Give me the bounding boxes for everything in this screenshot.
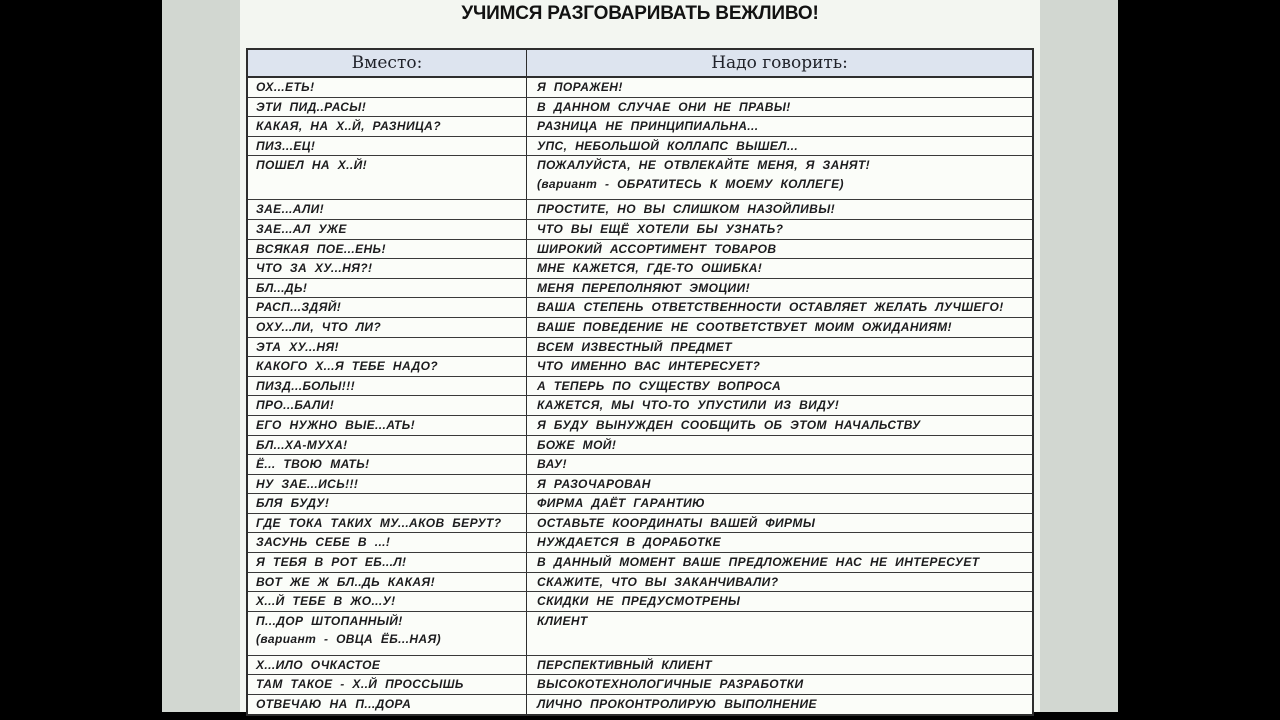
instead-cell — [248, 416, 527, 435]
table-row — [248, 278, 1032, 298]
instead-cell — [248, 338, 527, 357]
table-row — [248, 239, 1032, 259]
cell-text: ЗАСУНЬ СЕБЕ В ...! — [256, 535, 391, 550]
instead-cell — [248, 612, 527, 655]
table-row — [248, 694, 1032, 714]
cell-text: СКАЖИТЕ, ЧТО ВЫ ЗАКАНЧИВАЛИ? — [537, 574, 779, 589]
table-row — [248, 415, 1032, 435]
say-cell — [527, 156, 1032, 199]
instead-cell — [248, 533, 527, 552]
instead-cell — [248, 475, 527, 494]
cell-text: ПИЗ...ЕЦ! — [256, 138, 316, 153]
cell-text: ЗАЕ...АЛ УЖЕ — [256, 221, 347, 236]
cell-text: Я БУДУ ВЫНУЖДЕН СООБЩИТЬ ОБ ЭТОМ НАЧАЛЬСТВУ — [537, 417, 921, 432]
cell-text: МНЕ КАЖЕТСЯ, ГДЕ-ТО ОШИБКА! — [537, 261, 763, 276]
cell-text: КАКАЯ, НА Х..Й, РАЗНИЦА? — [256, 119, 441, 134]
instead-cell — [248, 573, 527, 592]
cell-text: В ДАННЫЙ МОМЕНТ ВАШЕ ПРЕДЛОЖЕНИЕ НАС НЕ ИНТЕРЕСУЕТ — [537, 555, 980, 570]
table-row — [248, 454, 1032, 474]
say-cell — [527, 533, 1032, 552]
document-page — [240, 0, 1040, 712]
table-row — [248, 591, 1032, 611]
cell-text: МЕНЯ ПЕРЕПОЛНЯЮТ ЭМОЦИИ! — [537, 280, 750, 295]
say-cell — [527, 695, 1032, 714]
cell-text: ЗАЕ...АЛИ! — [256, 202, 325, 217]
cell-text: КЛИЕНТ — [537, 613, 588, 628]
table-row — [248, 532, 1032, 552]
cell-text: ВЫСОКОТЕХНОЛОГИЧНЫЕ РАЗРАБОТКИ — [537, 677, 804, 692]
cell-text: СКИДКИ НЕ ПРЕДУСМОТРЕНЫ — [537, 594, 741, 609]
table-row — [248, 395, 1032, 415]
table-row — [248, 474, 1032, 494]
instead-cell — [248, 494, 527, 513]
cell-text: ВАША СТЕПЕНЬ ОТВЕТСТВЕННОСТИ ОСТАВЛЯЕТ ЖЕЛАТЬ ЛУЧШЕГО! — [537, 300, 1004, 315]
instead-cell — [248, 318, 527, 337]
table-row — [248, 572, 1032, 592]
cell-text: ШИРОКИЙ АССОРТИМЕНТ ТОВАРОВ — [537, 241, 777, 256]
table-row — [248, 199, 1032, 219]
say-cell — [527, 200, 1032, 219]
cell-text: ЧТО ИМЕННО ВАС ИНТЕРЕСУЕТ? — [537, 359, 761, 374]
instead-cell — [248, 377, 527, 396]
say-cell — [527, 612, 1032, 655]
cell-text: ОТВЕЧАЮ НА П...ДОРА — [256, 697, 412, 712]
say-cell — [527, 259, 1032, 278]
cell-text: БЛ...ДЬ! — [256, 280, 308, 295]
cell-text: НУЖДАЕТСЯ В ДОРАБОТКЕ — [537, 535, 722, 550]
cell-text: В ДАННОМ СЛУЧАЕ ОНИ НЕ ПРАВЫ! — [537, 99, 791, 114]
cell-text: (вариант - ОБРАТИТЕСЬ К МОЕМУ КОЛЛЕГЕ) — [537, 176, 844, 191]
instead-cell — [248, 357, 527, 376]
say-cell — [527, 514, 1032, 533]
table-row — [248, 611, 1032, 655]
say-cell — [527, 592, 1032, 611]
instead-cell — [248, 436, 527, 455]
cell-text: БЛЯ БУДУ! — [256, 496, 330, 511]
cell-text: Я ПОРАЖЕН! — [537, 80, 623, 94]
table-row — [248, 337, 1032, 357]
instead-cell — [248, 695, 527, 714]
table-row — [248, 513, 1032, 533]
table-row — [248, 97, 1032, 117]
cell-text: ФИРМА ДАЁТ ГАРАНТИЮ — [537, 496, 706, 511]
instead-cell — [248, 279, 527, 298]
column-header-say: Надо говорить: — [711, 53, 848, 73]
instead-cell — [248, 396, 527, 415]
say-cell — [527, 357, 1032, 376]
cell-text: ЛИЧНО ПРОКОНТРОЛИРУЮ ВЫПОЛНЕНИЕ — [537, 697, 817, 712]
phrase-table — [246, 48, 1034, 716]
cell-text: ПЕРСПЕКТИВНЫЙ КЛИЕНТ — [537, 657, 712, 672]
cell-text: ВСЯКАЯ ПОЕ...ЕНЬ! — [256, 241, 386, 256]
cell-text: БОЖЕ МОЙ! — [537, 437, 617, 452]
say-cell — [527, 137, 1032, 156]
cell-text: Я ТЕБЯ В РОТ ЕБ...Л! — [256, 555, 407, 570]
cell-text: НУ ЗАЕ...ИСЬ!!! — [256, 476, 359, 491]
cell-text: КАКОГО Х...Я ТЕБЕ НАДО? — [256, 359, 439, 374]
table-row — [248, 78, 1032, 97]
table-row — [248, 435, 1032, 455]
table-header-row — [248, 50, 1032, 78]
cell-text: ЭТИ ПИД..РАСЫ! — [256, 99, 367, 114]
instead-cell — [248, 656, 527, 675]
cell-text: ГДЕ ТОКА ТАКИХ МУ...АКОВ БЕРУТ? — [256, 515, 502, 530]
cell-text: ЕГО НУЖНО ВЫЕ...АТЬ! — [256, 417, 416, 432]
say-cell — [527, 396, 1032, 415]
say-cell — [527, 338, 1032, 357]
cell-text: ОХ...ЕТЬ! — [256, 80, 315, 94]
instead-cell — [248, 137, 527, 156]
say-cell — [527, 298, 1032, 317]
table-row — [248, 297, 1032, 317]
cell-text: КАЖЕТСЯ, МЫ ЧТО-ТО УПУСТИЛИ ИЗ ВИДУ! — [537, 398, 840, 413]
cell-text: ВОТ ЖЕ Ж БЛ..ДЬ КАКАЯ! — [256, 574, 435, 589]
cell-text: ПОШЕЛ НА Х..Й! — [256, 158, 368, 173]
cell-text: Ё... ТВОЮ МАТЬ! — [256, 457, 370, 472]
left-gray-strip — [162, 0, 240, 712]
instead-cell — [248, 156, 527, 199]
cell-text: П...ДОР ШТОПАННЫЙ! — [256, 613, 403, 628]
cell-text: ВАШЕ ПОВЕДЕНИЕ НЕ СООТВЕТСТВУЕТ МОИМ ОЖИДАНИЯМ! — [537, 319, 952, 334]
cell-text: РАЗНИЦА НЕ ПРИНЦИПИАЛЬНА... — [537, 119, 759, 134]
column-header-instead: Вместо: — [248, 50, 527, 76]
instead-cell — [248, 200, 527, 219]
table-row — [248, 136, 1032, 156]
cell-text: ВАУ! — [537, 457, 567, 472]
cell-text: ПРО...БАЛИ! — [256, 398, 335, 413]
cell-text: ОСТАВЬТЕ КООРДИНАТЫ ВАШЕЙ ФИРМЫ — [537, 515, 816, 530]
cell-text: ВСЕМ ИЗВЕСТНЫЙ ПРЕДМЕТ — [537, 339, 732, 354]
table-row — [248, 376, 1032, 396]
table-row — [248, 258, 1032, 278]
cell-text: ОХУ...ЛИ, ЧТО ЛИ? — [256, 319, 382, 334]
table-row — [248, 356, 1032, 376]
cell-text: УПС, НЕБОЛЬШОЙ КОЛЛАПС ВЫШЕЛ... — [537, 138, 799, 153]
say-cell — [527, 455, 1032, 474]
instead-cell — [248, 592, 527, 611]
instead-cell — [248, 98, 527, 117]
cell-text: Х...Й ТЕБЕ В ЖО...У! — [256, 594, 396, 609]
cell-text: ЧТО ЗА ХУ...НЯ?! — [256, 261, 373, 276]
cell-text: ТАМ ТАКОЕ - Х..Й ПРОССЫШЬ — [256, 677, 464, 692]
say-cell — [527, 279, 1032, 298]
cell-text: РАСП...ЗДЯЙ! — [256, 300, 342, 315]
instead-cell — [248, 514, 527, 533]
right-gray-strip — [1040, 0, 1118, 712]
table-row — [248, 155, 1032, 199]
cell-text: ЧТО ВЫ ЕЩЁ ХОТЕЛИ БЫ УЗНАТЬ? — [537, 221, 784, 236]
say-cell — [527, 318, 1032, 337]
say-cell — [527, 573, 1032, 592]
cell-text: ПОЖАЛУЙСТА, НЕ ОТВЛЕКАЙТЕ МЕНЯ, Я ЗАНЯТ! — [537, 158, 871, 173]
say-cell — [527, 675, 1032, 694]
instead-cell — [248, 553, 527, 572]
say-cell — [527, 117, 1032, 136]
say-cell — [527, 78, 1032, 97]
table-row — [248, 493, 1032, 513]
say-cell — [527, 240, 1032, 259]
say-cell — [527, 436, 1032, 455]
table-row — [248, 317, 1032, 337]
cell-text: Я РАЗОЧАРОВАН — [537, 476, 651, 491]
cell-text: ПРОСТИТЕ, НО ВЫ СЛИШКОМ НАЗОЙЛИВЫ! — [537, 202, 836, 217]
say-cell — [527, 553, 1032, 572]
cell-text: (вариант - ОВЦА ЁБ...НАЯ) — [256, 632, 442, 647]
table-row — [248, 552, 1032, 572]
instead-cell — [248, 675, 527, 694]
cell-text: БЛ...ХА-МУХА! — [256, 437, 348, 452]
say-cell — [527, 475, 1032, 494]
cell-text: Х...ИЛО ОЧКАСТОЕ — [256, 657, 381, 672]
instead-cell — [248, 298, 527, 317]
table-row — [248, 655, 1032, 675]
say-cell — [527, 220, 1032, 239]
cell-text: ПИЗД...БОЛЫ!!! — [256, 378, 355, 393]
instead-cell — [248, 259, 527, 278]
table-row — [248, 219, 1032, 239]
instead-cell — [248, 117, 527, 136]
instead-cell — [248, 220, 527, 239]
table-row — [248, 116, 1032, 136]
say-cell — [527, 416, 1032, 435]
say-cell — [527, 656, 1032, 675]
instead-cell — [248, 455, 527, 474]
table-row — [248, 674, 1032, 694]
page-title: УЧИМСЯ РАЗГОВАРИВАТЬ ВЕЖЛИВО! — [461, 3, 819, 24]
say-cell — [527, 494, 1032, 513]
table-body — [248, 78, 1032, 714]
cell-text: ЭТА ХУ...НЯ! — [256, 339, 339, 354]
cell-text: А ТЕПЕРЬ ПО СУЩЕСТВУ ВОПРОСА — [537, 378, 782, 393]
say-cell — [527, 98, 1032, 117]
instead-cell — [248, 240, 527, 259]
say-cell — [527, 377, 1032, 396]
instead-cell — [248, 78, 527, 97]
